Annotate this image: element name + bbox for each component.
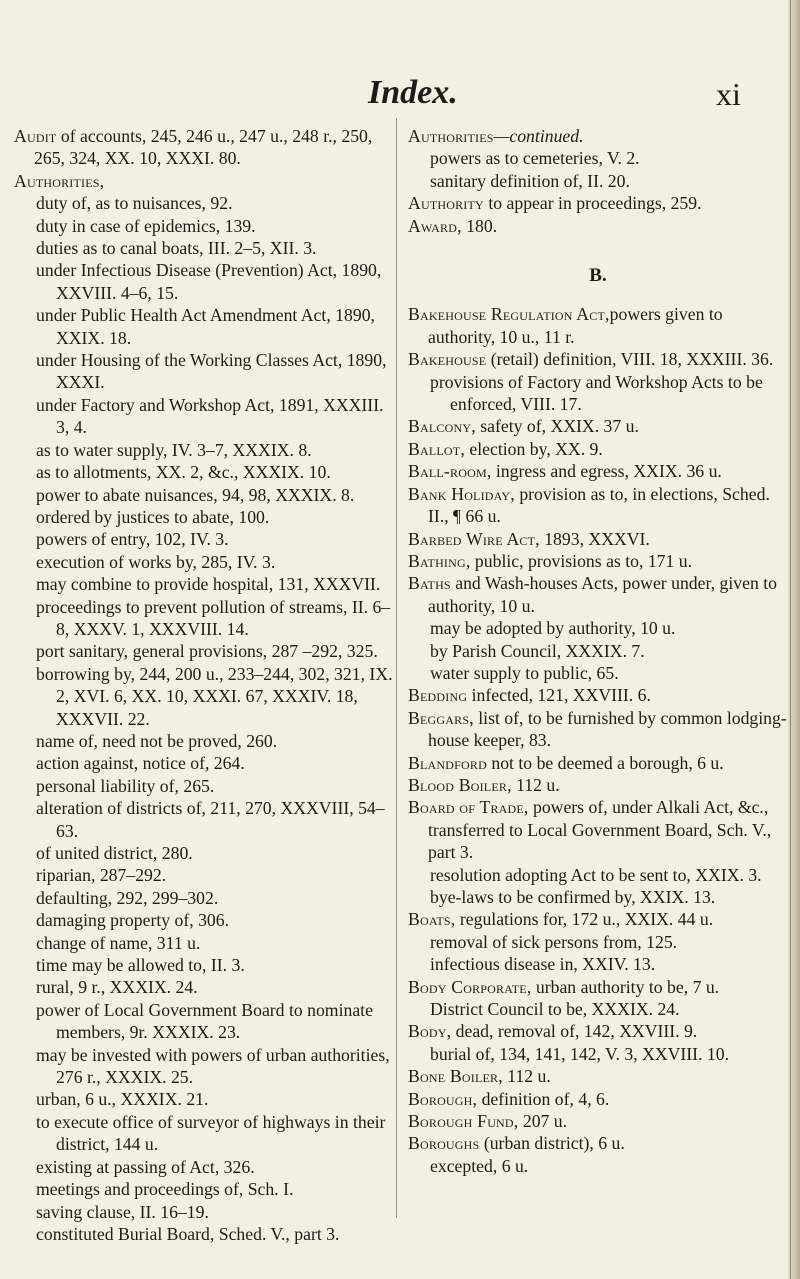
- index-subentry: [408, 998, 788, 1020]
- entry-text: bye-laws to be confirmed by, XXIX. 13.: [430, 887, 716, 907]
- index-subentry: [14, 528, 394, 550]
- index-subentry: [14, 909, 394, 931]
- index-subentry: [408, 953, 788, 975]
- index-entry: [408, 192, 788, 214]
- entry-heading: Blood Boiler,: [408, 774, 512, 795]
- index-entry: [408, 1088, 788, 1110]
- entry-heading: Baths: [408, 573, 451, 594]
- entry-text: proceedings to prevent pollution of streams, II. 6–8, XXXV. 1, XXXVIII. 14.: [36, 596, 391, 639]
- entry-text: duties as to canal boats, III. 2–5, XII. 3.: [36, 238, 317, 259]
- entry-text: borrowing by, 244, 200 u., 233–244, 302, 321, IX. 2, XVI. 6, XX. 10, XXXI. 67, XXXIV. 18, XXXVII. 22.: [36, 663, 393, 729]
- entry-heading: Bedding: [408, 685, 468, 706]
- entry-text: to execute office of surveyor of highways in their district, 144 u.: [36, 1111, 386, 1155]
- entry-text: riparian, 287–292.: [36, 865, 167, 886]
- entry-text: action against, notice of, 264.: [36, 753, 245, 774]
- page-number: xi: [716, 76, 741, 112]
- index-subentry: [14, 259, 394, 304]
- index-subentry: [14, 215, 394, 237]
- index-entry: [408, 908, 788, 930]
- index-subentry: [408, 662, 788, 684]
- entry-text: burial of, 134, 141, 142, V. 3, XXVIII. 10.: [430, 1043, 730, 1064]
- index-subentry: [14, 1201, 394, 1223]
- entry-heading: Boats,: [408, 909, 456, 930]
- index-subentry: [14, 551, 394, 573]
- index-subentry: [14, 192, 394, 214]
- entry-text: ordered by justices to abate, 100.: [36, 506, 270, 527]
- entry-heading: Board of Trade,: [408, 797, 529, 818]
- entry-text: 112 u.: [511, 774, 560, 795]
- index-subentry: [14, 506, 394, 528]
- entry-text: election by, XX. 9.: [464, 438, 603, 459]
- entry-heading: Authority: [408, 193, 484, 214]
- entry-text: execution of works by, 285, IV. 3.: [36, 551, 276, 572]
- index-subentry: [14, 730, 394, 752]
- entry-text: duty in case of epidemics, 139.: [36, 215, 256, 236]
- entry-text: port sanitary, general provisions, 287 –292, 325.: [36, 641, 378, 662]
- column-divider: [396, 118, 397, 1218]
- entry-text: 112 u.: [502, 1066, 551, 1087]
- index-entry: [408, 550, 788, 572]
- index-entry: [408, 774, 788, 796]
- index-subentry: [14, 1044, 394, 1089]
- index-entry: [408, 215, 788, 237]
- entry-text: 1893, XXXVI.: [539, 528, 650, 549]
- entry-text: constituted Burial Board, Sched. V., part 3.: [36, 1223, 340, 1244]
- entry-heading: Bathing,: [408, 550, 471, 571]
- entry-heading: Bakehouse Regulation Act,: [408, 304, 610, 325]
- entry-text: damaging property of, 306.: [36, 910, 230, 931]
- index-subentry: [14, 439, 394, 461]
- entry-text: meetings and proceedings of, Sch. I.: [36, 1179, 294, 1200]
- entry-text: under Factory and Workshop Act, 1891, XXXIII. 3, 4.: [36, 394, 384, 438]
- entry-text: change of name, 311 u.: [36, 932, 201, 953]
- entry-text: list of, to be furnished by common lodging-house keeper, 83.: [428, 707, 787, 751]
- index-entry: [14, 170, 394, 192]
- entry-text: urban authority to be, 7 u.: [531, 976, 720, 997]
- index-subentry: [14, 775, 394, 797]
- index-entry: [408, 976, 788, 998]
- entry-text: 180.: [461, 215, 498, 236]
- index-subentry: [408, 147, 788, 169]
- entry-heading: Bone Boiler,: [408, 1066, 503, 1087]
- index-subentry: [14, 394, 394, 439]
- entry-text: as to allotments, XX. 2, &c., XXXIX. 10.: [36, 462, 331, 483]
- index-subentry: [14, 954, 394, 976]
- index-subentry: [14, 1088, 394, 1110]
- entry-text: power to abate nuisances, 94, 98, XXXIX. 8.: [36, 484, 355, 505]
- index-subentry: [14, 304, 394, 349]
- entry-heading: Ball-room,: [408, 461, 492, 482]
- entry-text: may be adopted by authority, 10 u.: [430, 618, 676, 639]
- index-entry: [408, 438, 788, 460]
- right-column-b-entries: [408, 303, 788, 1177]
- index-subentry: [408, 864, 788, 886]
- entry-text: provisions of Factory and Workshop Acts to be enforced, VIII. 17.: [430, 371, 763, 415]
- index-subentry: [408, 170, 788, 192]
- entry-text: as to water supply, IV. 3–7, XXXIX. 8.: [36, 439, 312, 460]
- entry-heading: Boroughs: [408, 1133, 480, 1154]
- index-subentry: [408, 931, 788, 953]
- index-entry: [408, 483, 788, 528]
- entry-heading: Bank Holiday,: [408, 483, 515, 504]
- entry-text: infected, 121, XXVIII. 6.: [467, 685, 651, 706]
- index-subentry: [14, 752, 394, 774]
- entry-text: duty of, as to nuisances, 92.: [36, 193, 233, 214]
- entry-text: may be invested with powers of urban authorities, 276 r., XXXIX. 25.: [36, 1044, 390, 1088]
- page-title: Index.: [368, 74, 458, 111]
- index-subentry: [408, 886, 788, 908]
- entry-heading: Authorities,: [14, 170, 105, 191]
- index-entry: [408, 125, 788, 147]
- entry-text: to appear in proceedings, 259.: [483, 193, 702, 214]
- entry-text: existing at passing of Act, 326.: [36, 1156, 255, 1177]
- index-subentry: [408, 1155, 788, 1177]
- index-subentry: [408, 371, 788, 416]
- entry-text: by Parish Council, XXXIX. 7.: [430, 640, 645, 661]
- index-subentry: [14, 887, 394, 909]
- index-subentry: [14, 640, 394, 662]
- entry-text: rural, 9 r., XXXIX. 24.: [36, 977, 198, 998]
- entry-text: (retail) definition, VIII. 18, XXXIII. 36.: [486, 349, 774, 370]
- index-subentry: [14, 797, 394, 842]
- index-subentry: [14, 842, 394, 864]
- index-subentry: [14, 932, 394, 954]
- index-subentry: [14, 999, 394, 1044]
- entry-text: time may be allowed to, II. 3.: [36, 955, 245, 976]
- entry-text: not to be deemed a borough, 6 u.: [486, 752, 724, 773]
- entry-text: powers given to authority, 10 u., 11 r.: [428, 304, 723, 347]
- entry-text: urban, 6 u., XXXIX. 21.: [36, 1089, 209, 1110]
- entry-heading: Beggars,: [408, 707, 474, 728]
- index-subentry: [14, 573, 394, 595]
- entry-text: under Infectious Disease (Prevention) Act, 1890, XXVIII. 4–6, 15.: [36, 260, 382, 303]
- index-subentry: [14, 461, 394, 483]
- index-entry: [408, 707, 788, 752]
- entry-text: ingress and egress, XXIX. 36 u.: [491, 461, 722, 482]
- entry-heading: Body,: [408, 1021, 452, 1042]
- entry-text: under Housing of the Working Classes Act, 1890, XXXI.: [36, 350, 387, 393]
- index-entry: [408, 415, 788, 437]
- entry-text: name of, need not be proved, 260.: [36, 730, 278, 751]
- index-entry: [408, 1020, 788, 1042]
- index-subentry: [14, 349, 394, 394]
- index-subentry: [14, 976, 394, 998]
- entry-text: infectious disease in, XXIV. 13.: [430, 954, 656, 975]
- entry-heading: Body Corporate,: [408, 976, 532, 997]
- entry-heading: Award,: [408, 215, 462, 236]
- index-subentry: [408, 1043, 788, 1065]
- right-column-a-entries: [408, 125, 788, 237]
- continued-label: —continued.: [493, 126, 584, 146]
- entry-heading: Barbed Wire Act,: [408, 528, 540, 549]
- index-entry: [408, 303, 788, 348]
- index-entry: [408, 1132, 788, 1154]
- entry-text: excepted, 6 u.: [430, 1155, 529, 1176]
- index-entry: [408, 460, 788, 482]
- entry-text: saving clause, II. 16–19.: [36, 1201, 209, 1222]
- entry-text: District Council to be, XXXIX. 24.: [430, 999, 680, 1020]
- entry-text: defaulting, 292, 299–302.: [36, 887, 219, 908]
- entry-heading: Audit: [14, 126, 57, 146]
- index-subentry: [14, 1156, 394, 1178]
- entry-text: of united district, 280.: [36, 843, 193, 863]
- entry-heading: Balcony,: [408, 416, 476, 437]
- index-subentry: [14, 663, 394, 730]
- entry-text: dead, removal of, 142, XXVIII. 9.: [451, 1021, 698, 1042]
- entry-heading: Borough Fund,: [408, 1111, 519, 1132]
- entry-text: regulations for, 172 u., XXIX. 44 u.: [455, 909, 714, 930]
- index-entry: [408, 684, 788, 706]
- index-subentry: [14, 596, 394, 641]
- entry-heading: Bakehouse: [408, 349, 487, 370]
- entry-text: powers of, under Alkali Act, &c., transferred to Local Government Board, Sch. V., part 3.: [428, 797, 772, 863]
- running-head: [0, 74, 800, 114]
- entry-text: (urban district), 6 u.: [479, 1133, 625, 1154]
- index-entry: [408, 1065, 788, 1087]
- index-subentry: [408, 617, 788, 639]
- entry-text: under Public Health Act Amendment Act, 1890, XXIX. 18.: [36, 305, 375, 348]
- page-edge-line: [790, 0, 791, 1279]
- index-entry: [408, 572, 788, 617]
- entry-text: of accounts, 245, 246 u., 247 u., 248 r., 250, 265, 324, XX. 10, XXXI. 80.: [34, 126, 373, 169]
- index-entry: [408, 348, 788, 370]
- entry-text: may combine to provide hospital, 131, XXXVII.: [36, 574, 381, 595]
- entry-text: and Wash-houses Acts, power under, given to authority, 10 u.: [428, 573, 777, 616]
- index-entry: [408, 796, 788, 863]
- entry-text: public, provisions as to, 171 u.: [470, 550, 693, 571]
- index-subentry: [408, 640, 788, 662]
- entry-heading: Authorities: [408, 126, 494, 146]
- entry-text: powers as to cemeteries, V. 2.: [430, 148, 640, 169]
- index-subentry: [14, 484, 394, 506]
- section-letter-b: B.: [589, 265, 607, 287]
- entry-heading: Ballot,: [408, 438, 465, 459]
- index-subentry: [14, 1111, 394, 1156]
- right-column: [408, 125, 788, 1177]
- index-subentry: [14, 1178, 394, 1200]
- left-column: [14, 125, 394, 1245]
- index-subentry: [14, 237, 394, 259]
- entry-text: provision as to, in elections, Sched. II., ¶ 66 u.: [428, 483, 770, 527]
- index-subentry: [14, 1223, 394, 1245]
- entry-text: definition of, 4, 6.: [477, 1088, 610, 1109]
- index-entry: [408, 1110, 788, 1132]
- entry-text: safety of, XXIX. 37 u.: [475, 416, 639, 437]
- index-entry: [408, 528, 788, 550]
- entry-text: powers of entry, 102, IV. 3.: [36, 529, 229, 550]
- entry-text: water supply to public, 65.: [430, 662, 619, 683]
- entry-text: sanitary definition of, II. 20.: [430, 170, 630, 191]
- entry-heading: Borough,: [408, 1088, 478, 1109]
- entry-text: 207 u.: [518, 1111, 568, 1132]
- index-entry: [408, 752, 788, 774]
- index-subentry: [14, 864, 394, 886]
- index-entry: [14, 125, 394, 170]
- entry-text: personal liability of, 265.: [36, 775, 215, 796]
- entry-text: removal of sick persons from, 125.: [430, 931, 678, 952]
- entry-text: power of Local Government Board to nominate members, 9r. XXXIX. 23.: [36, 999, 373, 1043]
- entry-text: alteration of districts of, 211, 270, XXXVIII, 54–63.: [36, 798, 385, 841]
- entry-text: resolution adopting Act to be sent to, XXIX. 3.: [430, 864, 762, 885]
- entry-heading: Blandford: [408, 752, 487, 773]
